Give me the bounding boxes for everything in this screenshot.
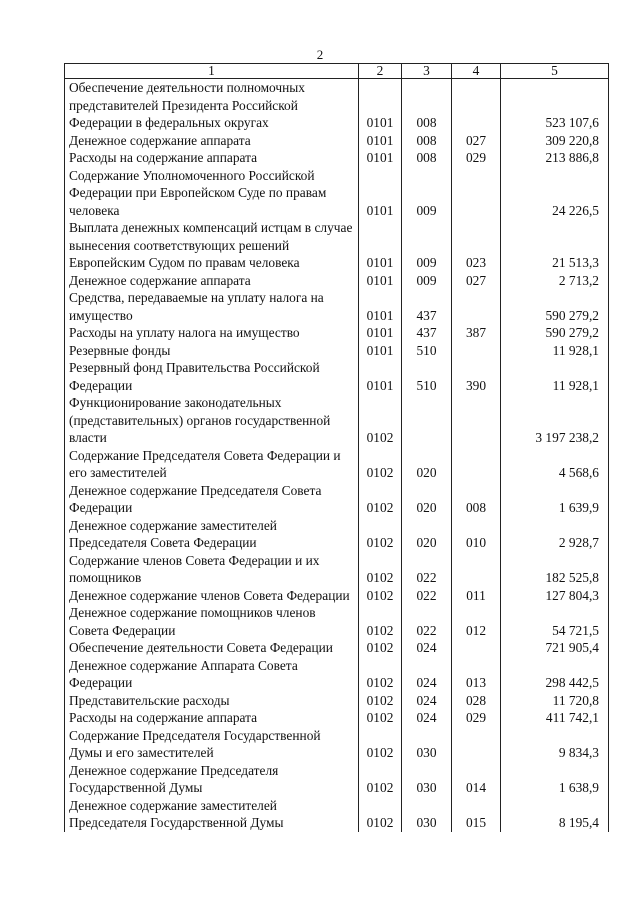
row-name: Денежное содержание аппарата [65,132,359,150]
subsection-code: 510 [402,342,452,360]
row-name: Содержание Председателя Совета Федерации и его заместителей [65,447,359,482]
table-row [65,359,609,394]
subsection-code: 022 [402,587,452,605]
section-code: 0102 [359,727,402,762]
amount: 4 568,6 [501,447,609,482]
subsection-code: 030 [402,762,452,797]
article-code: 011 [452,587,501,605]
section-code: 0102 [359,604,402,639]
section-code: 0102 [359,639,402,657]
amount: 309 220,8 [501,132,609,150]
article-code [452,727,501,762]
table-row [65,289,609,324]
amount: 2 928,7 [501,517,609,552]
table-row [65,342,609,360]
amount: 411 742,1 [501,709,609,727]
section-code: 0102 [359,394,402,447]
article-code: 029 [452,149,501,167]
row-name: Денежное содержание Аппарата Совета Федерации [65,657,359,692]
article-code: 027 [452,272,501,290]
article-code [452,342,501,360]
table-row [65,167,609,220]
table-row [65,709,609,727]
table-row [65,762,609,797]
table-row [65,657,609,692]
article-code: 008 [452,482,501,517]
section-code: 0102 [359,552,402,587]
section-code: 0102 [359,587,402,605]
amount: 2 713,2 [501,272,609,290]
article-code: 387 [452,324,501,342]
amount: 590 279,2 [501,289,609,324]
section-code: 0102 [359,797,402,832]
page-number: 2 [316,47,324,62]
subsection-code: 009 [402,167,452,220]
table-row [65,447,609,482]
table-row [65,639,609,657]
article-code: 013 [452,657,501,692]
article-code: 029 [452,709,501,727]
row-name: Средства, передаваемые на уплату налога на имущество [65,289,359,324]
table-header [65,64,609,79]
table-row [65,517,609,552]
row-name: Денежное содержание аппарата [65,272,359,290]
row-name: Денежное содержание членов Совета Федерации [65,587,359,605]
table-row [65,482,609,517]
subsection-code: 022 [402,552,452,587]
section-code: 0102 [359,482,402,517]
amount: 8 195,4 [501,797,609,832]
table-row [65,587,609,605]
article-code [452,394,501,447]
row-name: Представительские расходы [65,692,359,710]
row-name: Денежное содержание заместителей Председателя Государственной Думы [65,797,359,832]
section-code: 0101 [359,342,402,360]
amount: 590 279,2 [501,324,609,342]
row-name: Обеспечение деятельности полномочных представителей Президента Российской Федерации в федеральных округах [65,79,359,132]
amount: 182 525,8 [501,552,609,587]
section-code: 0101 [359,132,402,150]
row-name: Содержание Председателя Государственной Думы и его заместителей [65,727,359,762]
section-code: 0102 [359,692,402,710]
article-code [452,289,501,324]
section-code: 0102 [359,447,402,482]
section-code: 0101 [359,324,402,342]
amount: 721 905,4 [501,639,609,657]
article-code: 015 [452,797,501,832]
amount: 3 197 238,2 [501,394,609,447]
row-name: Резервный фонд Правительства Российской Федерации [65,359,359,394]
article-code [452,79,501,132]
section-code: 0101 [359,149,402,167]
subsection-code: 008 [402,149,452,167]
section-code: 0102 [359,657,402,692]
article-code: 390 [452,359,501,394]
article-code: 014 [452,762,501,797]
amount: 21 513,3 [501,219,609,272]
row-name: Функционирование законодательных (представительных) органов государственной власти [65,394,359,447]
amount: 54 721,5 [501,604,609,639]
subsection-code: 008 [402,132,452,150]
row-name: Резервные фонды [65,342,359,360]
subsection-code: 022 [402,604,452,639]
table-row [65,132,609,150]
section-code: 0102 [359,762,402,797]
section-code: 0101 [359,359,402,394]
column-header-1: 1 [65,64,359,79]
subsection-code: 009 [402,272,452,290]
column-header-2: 2 [359,64,402,79]
article-code: 027 [452,132,501,150]
section-code: 0101 [359,272,402,290]
row-name: Денежное содержание Председателя Государственной Думы [65,762,359,797]
table-row [65,219,609,272]
table-row [65,604,609,639]
amount: 11 928,1 [501,359,609,394]
amount: 1 638,9 [501,762,609,797]
row-name: Денежное содержание заместителей Председателя Совета Федерации [65,517,359,552]
subsection-code: 437 [402,289,452,324]
row-name: Расходы на содержание аппарата [65,149,359,167]
subsection-code: 024 [402,657,452,692]
subsection-code: 030 [402,727,452,762]
section-code: 0101 [359,219,402,272]
subsection-code: 020 [402,517,452,552]
subsection-code: 009 [402,219,452,272]
table-row [65,79,609,132]
article-code: 028 [452,692,501,710]
row-name: Расходы на содержание аппарата [65,709,359,727]
row-name: Денежное содержание Председателя Совета Федерации [65,482,359,517]
article-code: 010 [452,517,501,552]
subsection-code: 020 [402,447,452,482]
amount: 24 226,5 [501,167,609,220]
subsection-code [402,394,452,447]
row-name: Денежное содержание помощников членов Совета Федерации [65,604,359,639]
row-name: Расходы на уплату налога на имущество [65,324,359,342]
subsection-code: 024 [402,709,452,727]
section-code: 0102 [359,709,402,727]
header-row [65,64,609,79]
table-row [65,324,609,342]
amount: 213 886,8 [501,149,609,167]
section-code: 0101 [359,79,402,132]
row-name: Содержание членов Совета Федерации и их помощников [65,552,359,587]
section-code: 0101 [359,167,402,220]
section-code: 0101 [359,289,402,324]
amount: 1 639,9 [501,482,609,517]
column-header-4: 4 [452,64,501,79]
column-header-3: 3 [402,64,452,79]
article-code: 012 [452,604,501,639]
column-header-5: 5 [501,64,609,79]
subsection-code: 437 [402,324,452,342]
subsection-code: 024 [402,639,452,657]
subsection-code: 008 [402,79,452,132]
subsection-code: 024 [402,692,452,710]
article-code [452,639,501,657]
budget-table [64,63,609,832]
subsection-code: 030 [402,797,452,832]
subsection-code: 510 [402,359,452,394]
article-code: 023 [452,219,501,272]
article-code [452,552,501,587]
table-row [65,552,609,587]
subsection-code: 020 [402,482,452,517]
row-name: Содержание Уполномоченного Российской Федерации при Европейском Суде по правам человека [65,167,359,220]
article-code [452,447,501,482]
amount: 11 720,8 [501,692,609,710]
table-row [65,692,609,710]
table-row [65,272,609,290]
amount: 298 442,5 [501,657,609,692]
row-name: Обеспечение деятельности Совета Федерации [65,639,359,657]
table-row [65,394,609,447]
table-body [65,79,609,832]
table-row [65,149,609,167]
amount: 11 928,1 [501,342,609,360]
table-row [65,727,609,762]
article-code [452,167,501,220]
row-name: Выплата денежных компенсаций истцам в случае вынесения соответствующих решений Европейским Судом по правам человека [65,219,359,272]
section-code: 0102 [359,517,402,552]
amount: 127 804,3 [501,587,609,605]
table-row [65,797,609,832]
amount: 523 107,6 [501,79,609,132]
amount: 9 834,3 [501,727,609,762]
